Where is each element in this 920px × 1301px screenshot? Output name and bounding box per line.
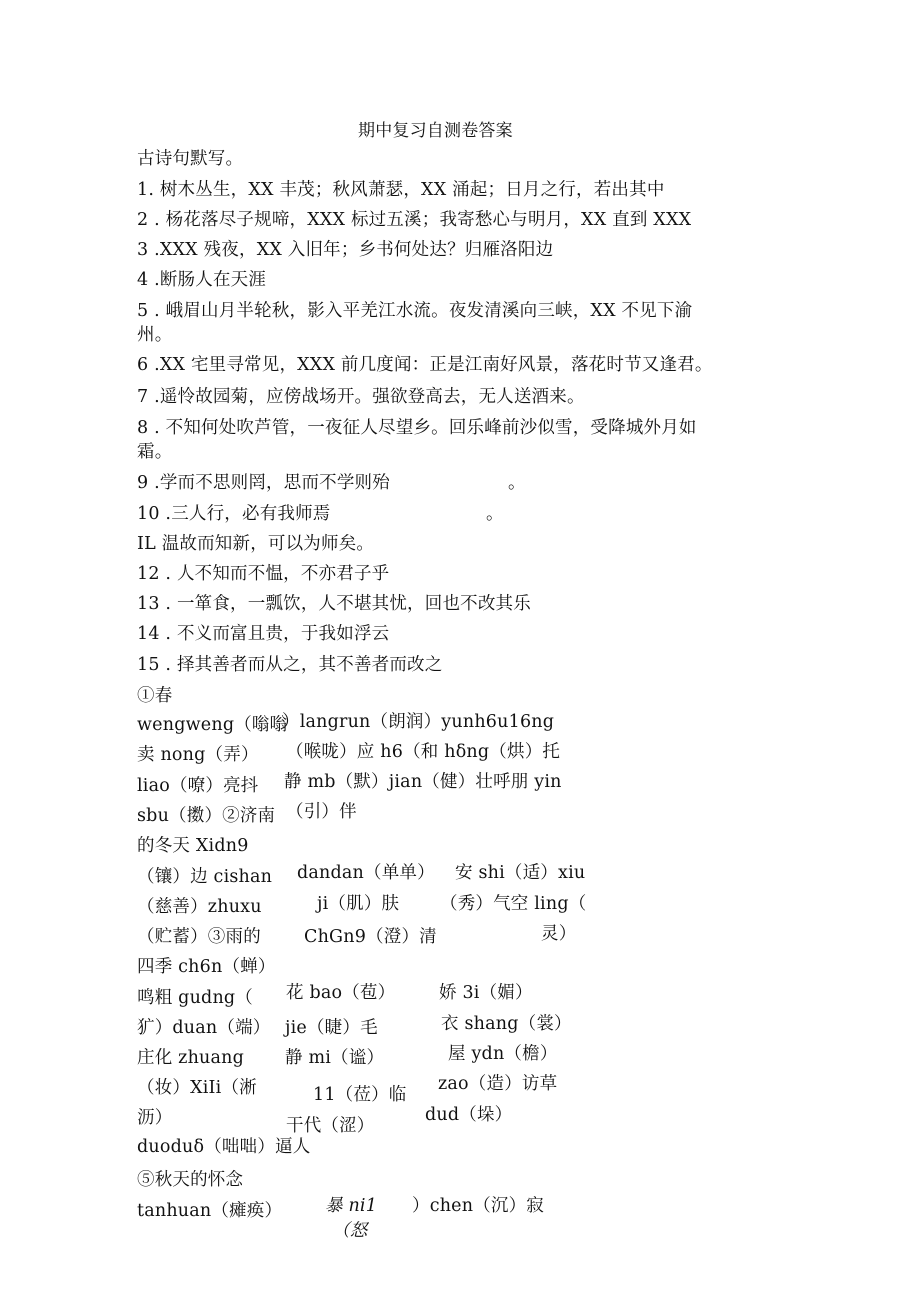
lesson-heading: ⑤秋天的怀念	[137, 1170, 244, 1190]
poem-line: 15 . 择其善者而从之，其不善者而改之	[137, 655, 443, 675]
pinyin-text: 庄化 zhuang	[137, 1048, 245, 1068]
poem-line: 1. 树木丛生，XX 丰茂；秋风萧瑟，XX 涌起；日月之行，若出其中	[137, 180, 665, 200]
pinyin-text: tanhuan（瘫痪）	[137, 1201, 283, 1221]
pinyin-text: （慈善）zhuxu	[137, 897, 262, 917]
pinyin-text: 犷）duan（端）	[137, 1018, 271, 1038]
pinyin-text: 屋 ydn（檐）	[448, 1044, 558, 1064]
pinyin-text: 静 mi（谧）	[285, 1048, 385, 1068]
pinyin-text: duoduδ（咄咄）逼人	[137, 1137, 311, 1157]
pinyin-text: （喉咙）应 h6（和 hδng（烘）托	[286, 742, 561, 762]
poem-line: 14 . 不义而富且贵，于我如浮云	[137, 624, 390, 644]
poem-line: 9 .学而不思则罔，思而不学则殆	[137, 473, 390, 493]
pinyin-text: 沥）	[137, 1108, 173, 1128]
pinyin-text: 卖 nong（弄）	[137, 745, 259, 765]
pinyin-text: （镶）边 cishan	[137, 867, 273, 887]
pinyin-text: 灵）	[541, 924, 577, 944]
pinyin-text: 四季 ch6n（蝉）	[137, 957, 276, 977]
pinyin-text: zao（造）访草	[438, 1074, 558, 1094]
pinyin-text: 静 mb（默）jian（健）壮呼朋 yin	[284, 772, 562, 792]
pinyin-text: （引）伴	[286, 802, 357, 822]
section-heading: 古诗句默写。	[137, 149, 244, 169]
pinyin-text: ①春	[137, 686, 173, 706]
pinyin-text: 干代（涩）	[286, 1116, 375, 1136]
poem-line-end: 。	[508, 473, 526, 493]
pinyin-text: 娇 3i（媚）	[439, 983, 533, 1003]
pinyin-text: liao（嘹）亮抖	[137, 776, 259, 796]
poem-line: IL 温故而知新，可以为师矣。	[137, 534, 375, 554]
pinyin-text: jie（睫）毛	[285, 1018, 378, 1038]
pinyin-text: dud（垛）	[425, 1105, 513, 1125]
poem-line: 12 . 人不知而不愠，不亦君子乎	[137, 564, 390, 584]
page-title: 期中复习自测卷答案	[358, 121, 513, 141]
pinyin-text: （妆）XiIi（淅	[137, 1078, 257, 1098]
pinyin-text: （贮蓄）③雨的	[137, 927, 261, 947]
pinyin-text: ）langrun（朗润）yunh6u16ng	[282, 712, 555, 732]
poem-line: 3 .XXX 残夜，XX 入旧年；乡书何处达？归雁洛阳边	[137, 240, 554, 260]
poem-line: 10 .三人行，必有我师焉	[137, 504, 331, 524]
poem-line: 5 . 峨眉山月半轮秋，影入平羌江水流。夜发清溪向三峡，XX 不见下渝	[137, 301, 693, 321]
pinyin-text: 11（莅）临	[313, 1085, 407, 1105]
poem-line: 13 . 一箪食，一瓢饮，人不堪其忧，回也不改其乐	[137, 594, 531, 614]
poem-line: 7 .遥怜故园菊，应傍战场开。强欲登高去，无人送酒来。	[137, 387, 585, 407]
poem-line: 2 . 杨花落尽子规啼，XXX 标过五溪；我寄愁心与明月，XX 直到 XXX	[137, 210, 692, 230]
pinyin-text: 安 shi（适）xiu	[455, 863, 586, 883]
pinyin-text: 衣 shang（裳）	[441, 1014, 572, 1034]
poem-line-end: 。	[486, 504, 504, 524]
pinyin-text: 暴 ni1	[325, 1196, 378, 1216]
pinyin-text: sbu（擞）②济南	[137, 806, 276, 826]
pinyin-text: ）chen（沉）寂	[412, 1196, 544, 1216]
pinyin-text: ChGn9（澄）清	[304, 927, 437, 947]
pinyin-text: （秀）气空 ling（	[440, 894, 587, 914]
pinyin-text: （怒	[332, 1221, 368, 1241]
poem-line: 4 .断肠人在天涯	[137, 270, 267, 290]
poem-line: 霜。	[137, 442, 173, 462]
pinyin-text: 花 bao（苞）	[286, 983, 396, 1003]
pinyin-text: 鸣粗 gudng（	[137, 988, 254, 1008]
pinyin-text: 的冬天 Xidn9	[137, 836, 249, 856]
pinyin-text: dandan（单单）	[297, 863, 435, 883]
pinyin-text: wengweng（嗡嗡	[137, 715, 288, 735]
poem-line: 州。	[137, 325, 173, 345]
poem-line: 6 .XX 宅里寻常见，XXX 前几度闻：正是江南好风景，落花时节又逢君。	[137, 355, 713, 375]
poem-line: 8 . 不知何处吹芦管，一夜征人尽望乡。回乐峰前沙似雪，受降城外月如	[137, 418, 697, 438]
pinyin-text: ji（肌）肤	[317, 894, 400, 914]
